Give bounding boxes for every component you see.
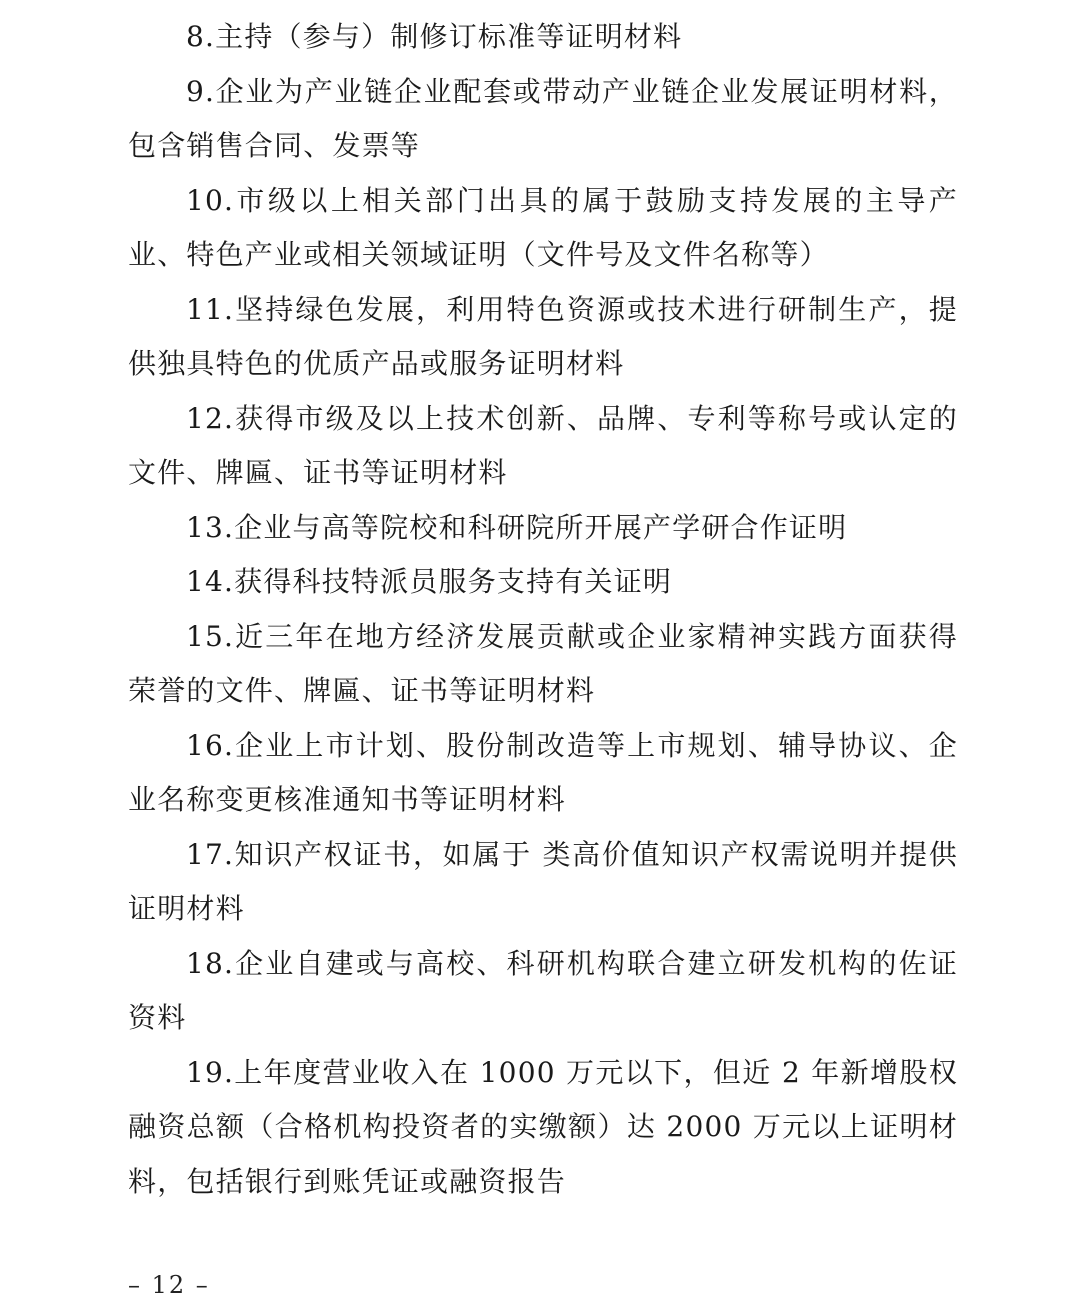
list-item-19: 19.上年度营业收入在 1000 万元以下，但近 2 年新增股权融资总额（合格机构投资者的实缴额）达 2000 万元以上证明材料，包括银行到账凭证或融资报告	[128, 1055, 958, 1198]
list-item-15: 15.近三年在地方经济发展贡献或企业家精神实践方面获得荣誉的文件、牌匾、证书等证明材料	[128, 619, 958, 707]
list-item-14: 14.获得科技特派员服务支持有关证明	[186, 565, 673, 598]
page-number: – 12 –	[128, 1271, 210, 1299]
list-item-8: 8.主持（参与）制修订标准等证明材料	[186, 20, 683, 53]
list-item-17: 17.知识产权证书，如属于 类高价值知识产权需说明并提供证明材料	[128, 837, 958, 925]
list-item-13: 13.企业与高等院校和科研院所开展产学研合作证明	[186, 510, 848, 544]
document-body	[128, 10, 958, 1209]
list-item-16: 16.企业上市计划、股份制改造等上市规划、辅导协议、企业名称变更核准通知书等证明材料	[128, 728, 958, 816]
list-item-12: 12.获得市级及以上技术创新、品牌、专利等称号或认定的文件、牌匾、证书等证明材料	[128, 401, 958, 489]
list-item-10: 10.市级以上相关部门出具的属于鼓励支持发展的主导产业、特色产业或相关领域证明（文件号及文件名称等）	[128, 183, 958, 271]
list-item-11: 11.坚持绿色发展，利用特色资源或技术进行研制生产，提供独具特色的优质产品或服务证明材料	[128, 292, 958, 380]
list-item-18: 18.企业自建或与高校、科研机构联合建立研发机构的佐证资料	[128, 946, 958, 1034]
list-item-9: 9.企业为产业链企业配套或带动产业链企业发展证明材料，包含销售合同、发票等	[128, 74, 958, 162]
